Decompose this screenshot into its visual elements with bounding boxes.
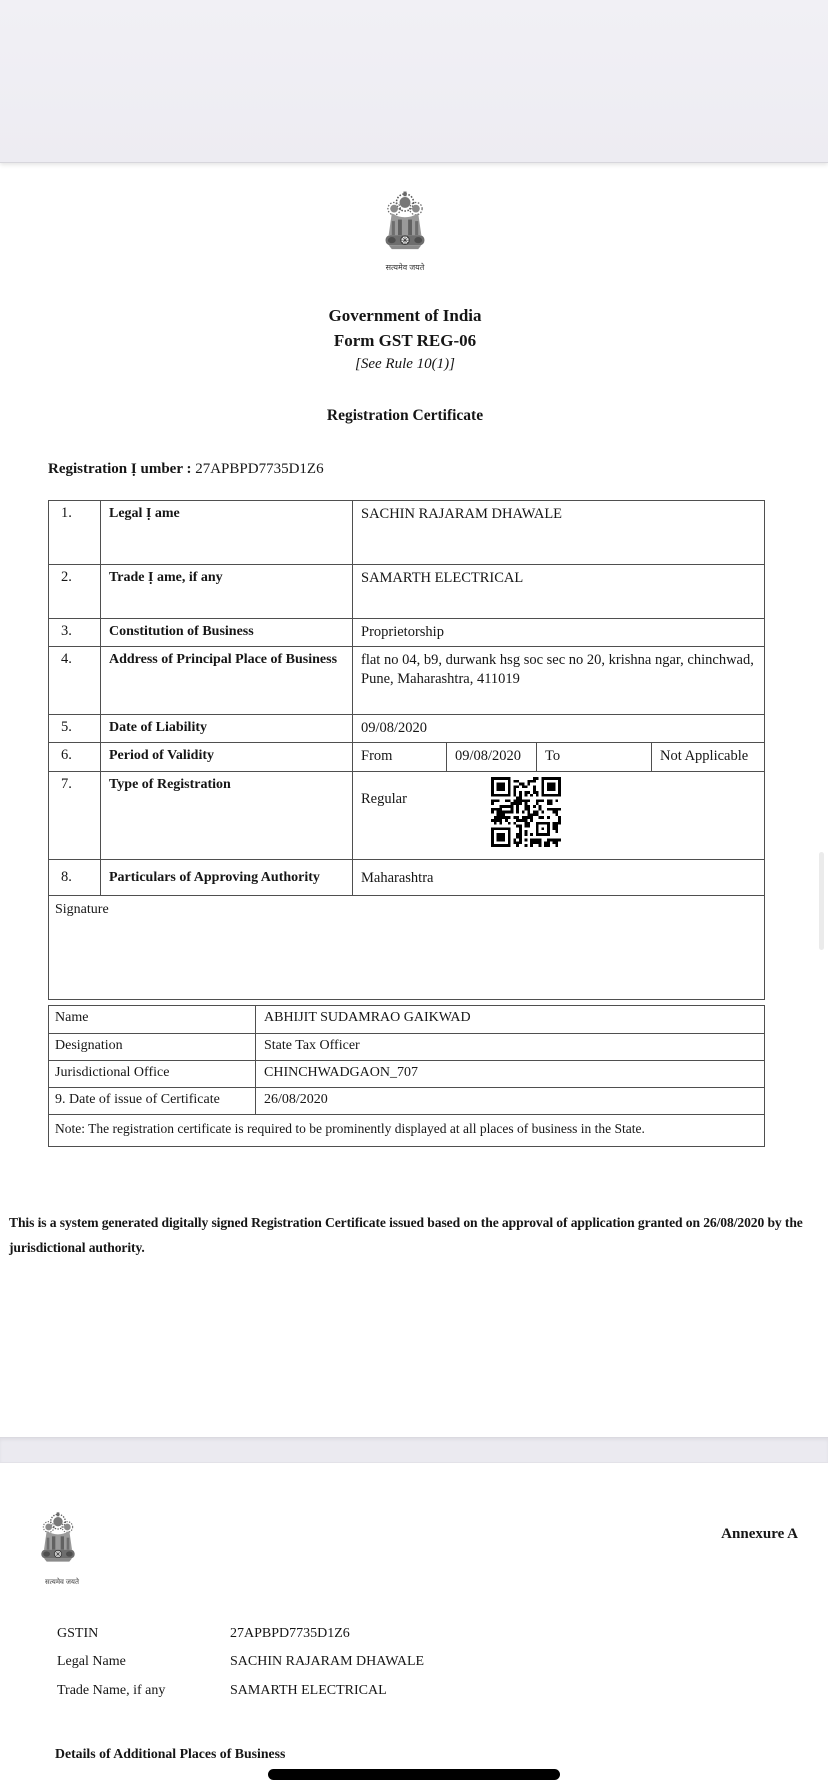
row-serial: 6. [49, 743, 101, 771]
row-label: Date of Liability [101, 715, 353, 742]
row-value: Maharashtra [361, 870, 434, 886]
emblem-motto: सत्यमेव जयते [45, 1578, 79, 1586]
note-row: Note: The registration certificate is required to be prominently displayed at all places of business in the State. [49, 1114, 764, 1146]
status-bar-area [0, 0, 828, 163]
row-value: SACHIN RAJARAM DHAWALE [361, 506, 563, 522]
row-serial: 1. [49, 501, 101, 564]
row-serial: 2. [49, 565, 101, 618]
row-serial: 3. [49, 619, 101, 646]
national-emblem-icon [377, 190, 433, 260]
row-label: Period of Validity [101, 743, 353, 771]
row-label: Type of Registration [101, 772, 353, 859]
government-title: Government of India [328, 306, 482, 325]
row-label: Name [49, 1006, 256, 1033]
page-separator [0, 1437, 828, 1463]
row-label: Designation [49, 1034, 256, 1060]
table-row-period-of-validity [49, 742, 764, 771]
national-emblem-icon [38, 1508, 78, 1574]
row-value: ABHIJIT SUDAMRAO GAIKWAD [264, 1010, 471, 1025]
table-row [49, 1060, 764, 1087]
table-row [49, 501, 764, 564]
table-row [49, 1033, 764, 1060]
table-row [49, 1006, 764, 1033]
row-value [353, 772, 764, 859]
system-generated-statement: This is a system generated digitally signed Registration Certificate issued based on the approval of application granted on 26/08/2020 by the jurisdictional authority. [9, 1215, 803, 1255]
table-row [49, 1087, 764, 1114]
registration-number-value: 27APBPD7735D1Z6 [195, 461, 324, 477]
row-serial: 8. [49, 860, 101, 895]
row-label: Legal Ị ame [101, 501, 353, 564]
registration-number-label: Registration Ị umber : [48, 461, 192, 477]
rule-reference: [See Rule 10(1)] [355, 356, 455, 372]
field-value: SAMARTH ELECTRICAL [230, 1683, 387, 1698]
row-value: State Tax Officer [264, 1038, 360, 1053]
registration-type-value: Regular [361, 791, 407, 807]
table-row [49, 564, 764, 618]
trade-name-row [57, 1683, 387, 1699]
row-label: Jurisdictional Office [49, 1061, 256, 1087]
row-value: Proprietorship [361, 624, 444, 640]
row-label: 9. Date of issue of Certificate [49, 1088, 256, 1114]
field-value: SACHIN RAJARAM DHAWALE [230, 1654, 425, 1669]
legal-name-row [57, 1654, 424, 1670]
row-label: Particulars of Approving Authority [101, 860, 353, 895]
form-name: Form GST REG-06 [333, 331, 477, 350]
row-label: Constitution of Business [101, 619, 353, 646]
annexure-label: Annexure A [721, 1526, 798, 1542]
row-serial: 4. [49, 647, 101, 714]
scrollbar-thumb[interactable] [819, 852, 824, 950]
row-value: SAMARTH ELECTRICAL [361, 570, 524, 586]
validity-to-value: Not Applicable [651, 743, 764, 771]
approving-officer-table [48, 1005, 765, 1147]
additional-places-heading: Details of Additional Places of Business [55, 1746, 286, 1761]
validity-from-label: From [361, 748, 393, 764]
table-row [49, 714, 764, 742]
emblem-motto: सत्यमेव जयते [385, 263, 425, 272]
validity-from-value: 09/08/2020 [446, 743, 536, 771]
row-serial: 7. [49, 772, 101, 859]
table-row-type-of-registration [49, 771, 764, 859]
field-label: Trade Name, if any [57, 1683, 166, 1698]
validity-to-label: To [536, 743, 651, 771]
table-row [49, 646, 764, 714]
gstin-row [57, 1626, 350, 1642]
row-value: CHINCHWADGAON_707 [264, 1065, 418, 1080]
row-value: 09/08/2020 [361, 720, 428, 736]
row-label: Address of Principal Place of Business [101, 647, 353, 714]
field-label: GSTIN [57, 1626, 99, 1641]
table-row [49, 859, 764, 895]
registration-number-line [48, 461, 324, 478]
certificate-table [48, 500, 765, 1000]
row-label: Trade Ị ame, if any [101, 565, 353, 618]
qr-code-image [491, 777, 561, 847]
document-title: Registration Certificate [326, 407, 484, 424]
signature-box: Signature [49, 895, 764, 999]
row-value: flat no 04, b9, durwank hsg soc sec no 20, krishna ngar, chinchwad, Pune, Maharashtra, 411019 [361, 652, 754, 687]
home-indicator[interactable] [268, 1769, 560, 1780]
field-value: 27APBPD7735D1Z6 [230, 1626, 350, 1641]
row-value: 26/08/2020 [264, 1092, 328, 1107]
field-label: Legal Name [57, 1654, 126, 1669]
row-serial: 5. [49, 715, 101, 742]
table-row [49, 618, 764, 646]
